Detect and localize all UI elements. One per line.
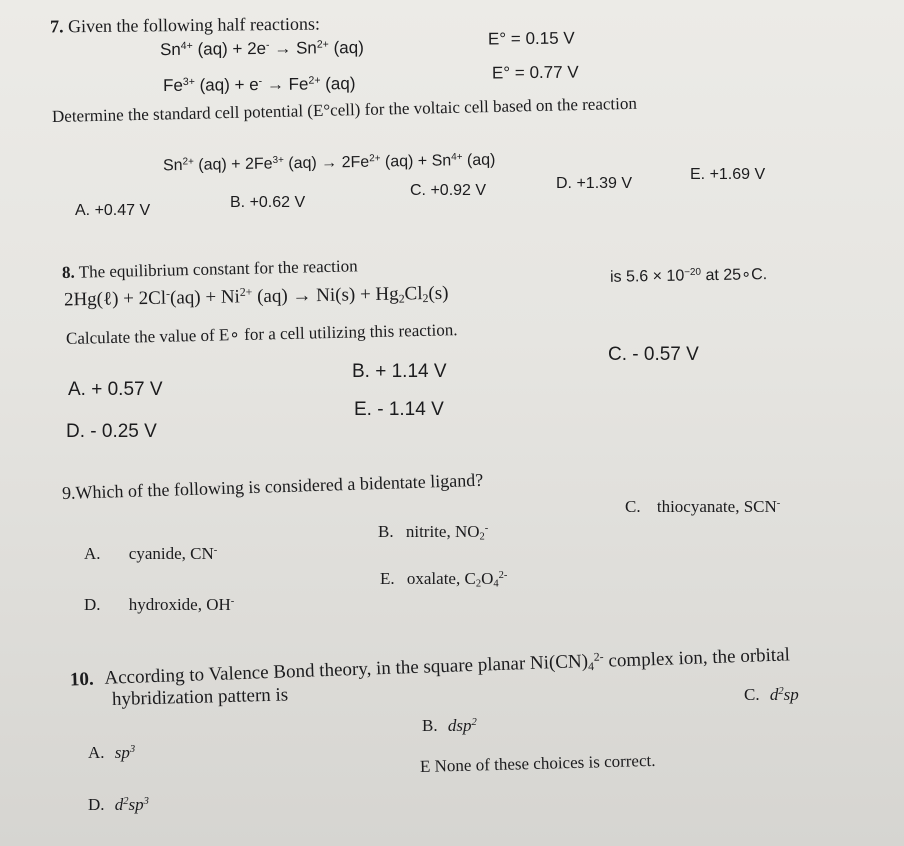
q7-half-reaction-1	[160, 39, 364, 58]
q7-rx-c: (aq) → 2Fe	[283, 153, 370, 173]
q9-a-sup: -	[213, 545, 218, 557]
q7-rx-dc: 4+	[451, 151, 463, 163]
q8-reaction	[64, 283, 449, 311]
q7-r2-rest1: (aq) + e	[194, 75, 259, 95]
q7-rx-d: (aq) + Sn	[380, 152, 452, 171]
q10-c-d: d	[769, 685, 779, 704]
q10-number: 10.	[69, 668, 95, 691]
q10-line1	[70, 645, 791, 691]
q9-e-letter: E.	[380, 569, 395, 588]
q7-r1-charge1: 4+	[180, 39, 193, 53]
q9-b-sub: 2	[479, 531, 485, 543]
q9-e-text-b: O	[481, 569, 494, 588]
q10-d-d: d	[114, 795, 124, 814]
q7-rx-a: Sn	[162, 157, 183, 175]
q10-line2: hybridization pattern is	[111, 684, 289, 710]
q8-choice-b: B. + 1.14 V	[352, 361, 447, 382]
q8-rxn-d-sub: 2	[422, 292, 429, 306]
q8-rxn-c-sub: 2	[398, 292, 405, 306]
q9-e-sup: 2-	[498, 570, 508, 582]
q7-r2-product: → Fe	[262, 74, 309, 94]
q9-e-sub1: 2	[475, 578, 482, 590]
q10-choice-b	[422, 717, 477, 734]
q9-a-text: cyanide, CN	[128, 544, 214, 563]
q10-line1-b: complex ion, the orbital	[603, 644, 791, 672]
q7-r1-potential: E° = 0.15 V	[487, 28, 575, 49]
q9-c-text: thiocyanate, SCN	[656, 497, 777, 516]
q7-r1-rest2: (aq)	[328, 37, 364, 58]
q10-b-base: dsp	[447, 716, 472, 735]
q7-choice-e: E. +1.69 V	[690, 166, 766, 183]
q7-header	[50, 15, 320, 36]
q8-choice-c: C. - 0.57 V	[608, 344, 699, 365]
q10-d-base: sp	[128, 795, 144, 814]
q7-rx-e: (aq)	[462, 151, 496, 170]
q7-r2-fe: Fe	[162, 75, 183, 96]
q9-a-letter: A.	[84, 544, 101, 563]
q8-choice-e: E. - 1.14 V	[354, 399, 444, 420]
q9-d-text: hydroxide, OH	[128, 595, 231, 614]
q8-prompt: The equilibrium constant for the reaction	[78, 256, 358, 282]
q9-c-sup: -	[776, 498, 781, 510]
q7-r2-charge1: 3+	[182, 75, 195, 89]
q9-prompt: 9.Which of the following is considered a bidentate ligand?	[61, 469, 484, 503]
q8-rxn-b-sup: 2+	[239, 285, 253, 299]
q8-equilibrium-constant	[610, 267, 767, 286]
q10-line1-sub: 4	[587, 660, 595, 674]
q8-rxn-c: (aq) → Ni(s) + Hg	[252, 283, 399, 308]
q7-half-reaction-2	[163, 75, 356, 94]
q8-k-post: at 25∘C.	[700, 266, 768, 285]
q10-a-sup: 3	[129, 744, 136, 756]
q7-r2-potential: E° = 0.77 V	[491, 62, 579, 83]
q10-b-letter: B.	[422, 716, 438, 735]
q10-choice-e: E None of these choices is correct.	[419, 750, 656, 776]
q9-choice-c	[625, 498, 780, 515]
q7-r1-charge2: 2+	[316, 38, 329, 51]
q10-c-dsup: 2	[778, 686, 784, 698]
q7-choice-c: C. +0.92 V	[410, 182, 487, 199]
q8-choice-a: A. + 0.57 V	[68, 379, 163, 400]
q7-determine-text: Determine the standard cell potential (E°cell) for the voltaic cell based on the reaction	[51, 93, 638, 126]
q8-k-pre: is 5.6 × 10	[609, 267, 685, 286]
q10-line1-a: According to Valence Bond theory, in the square planar Ni(CN)	[104, 651, 589, 690]
q7-choice-b: B. +0.62 V	[230, 194, 306, 211]
q8-rxn-a-sup: -	[165, 287, 171, 301]
q7-r1-rest1: (aq) + 2e	[192, 38, 267, 59]
q7-number: 7.	[49, 16, 64, 37]
q7-prompt: Given the following half reactions:	[67, 13, 321, 37]
q9-choice-d	[84, 596, 234, 613]
q7-r2-electron: -	[258, 75, 263, 88]
q9-d-sup: -	[230, 596, 235, 608]
q10-c-base: sp	[783, 685, 799, 704]
q9-choice-e	[380, 570, 507, 590]
q8-number: 8.	[61, 262, 75, 282]
q10-line1-sup: 2-	[593, 650, 604, 664]
q8-rxn-e: (s)	[428, 282, 449, 305]
q7-rx-bc: 3+	[272, 154, 284, 166]
q7-rx-cc: 2+	[369, 153, 381, 165]
q9-b-sup: -	[484, 523, 489, 535]
q10-d-sup: 3	[143, 796, 149, 808]
q8-rxn-b: (aq) + Ni	[169, 286, 241, 309]
q8-choice-d: D. - 0.25 V	[66, 421, 157, 442]
q10-a-base: sp	[114, 743, 130, 762]
q7-rx-ac: 2+	[182, 156, 194, 168]
q7-r2-rest2: (aq)	[320, 73, 356, 94]
q9-e-text-a: oxalate, C	[406, 569, 476, 588]
q10-choice-a	[88, 744, 135, 761]
q9-b-letter: B.	[378, 522, 394, 541]
q10-choice-d	[88, 796, 149, 813]
q9-choice-b	[378, 523, 488, 543]
q10-b-sup: 2	[471, 717, 477, 729]
q7-rx-b: (aq) + 2Fe	[193, 155, 273, 174]
q10-d-dsup: 2	[123, 796, 129, 808]
q9-b-text: nitrite, NO	[405, 522, 480, 541]
q7-choice-a: A. +0.47 V	[75, 202, 151, 219]
q8-rxn-a: 2Hg(ℓ) + 2Cl	[63, 287, 167, 311]
q10-a-letter: A.	[88, 743, 105, 762]
q8-k-exp: −20	[684, 266, 702, 279]
q7-r1-electron: -	[265, 39, 270, 52]
q10-choice-c	[744, 686, 799, 703]
q7-choice-d: D. +1.39 V	[556, 175, 633, 192]
q9-choice-a	[84, 545, 217, 562]
q8-rxn-d: Cl	[404, 283, 423, 305]
q9-d-letter: D.	[84, 595, 101, 614]
q8-calculate-text: Calculate the value of E∘ for a cell utilizing this reaction.	[65, 320, 458, 348]
q9-c-letter: C.	[625, 497, 641, 516]
q9-e-sub2: 4	[493, 578, 499, 590]
q10-d-letter: D.	[88, 795, 105, 814]
q7-r1-product: → Sn	[269, 38, 317, 58]
q10-c-letter: C.	[744, 685, 760, 704]
q7-r2-charge2: 2+	[308, 74, 321, 87]
q7-cell-reaction	[163, 152, 496, 174]
q7-r1-sn: Sn	[159, 39, 181, 60]
q8-header	[62, 257, 358, 281]
